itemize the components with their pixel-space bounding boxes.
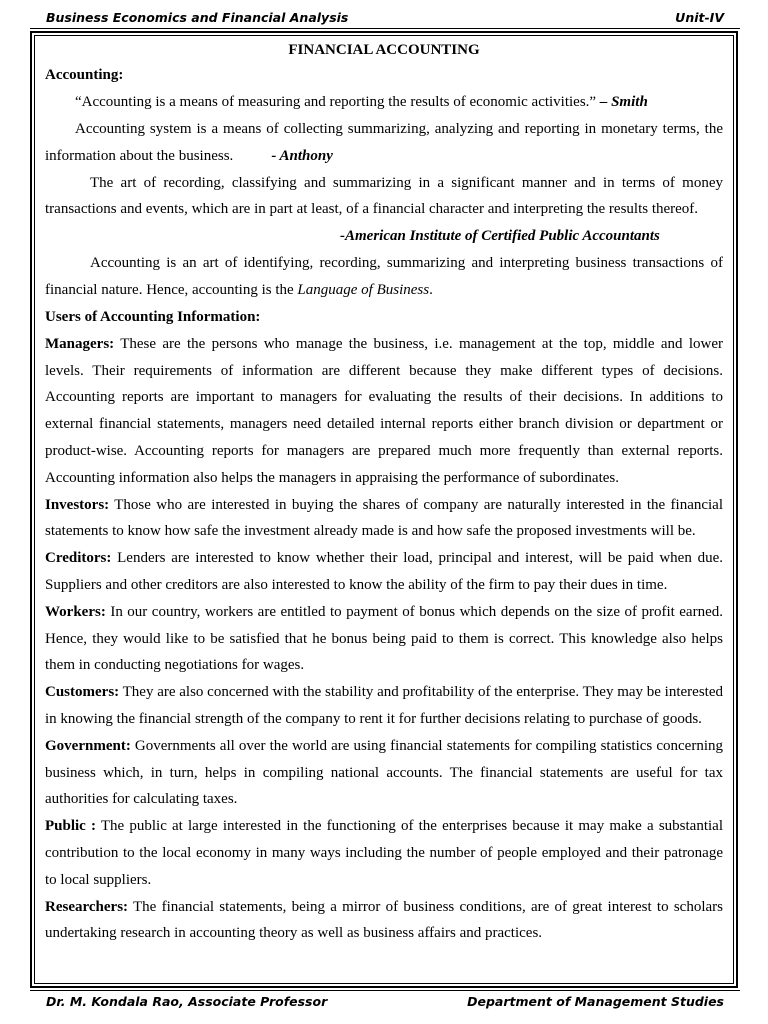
user-term: Customers: <box>45 684 120 701</box>
page-footer <box>46 994 724 1009</box>
user-item-creditors <box>45 545 723 599</box>
user-description: Lenders are interested to know whether their load, principal and interest, will be paid when due. Suppliers and other creditors are also interested to know the ability of the firm to pay their dues in time. <box>45 550 723 593</box>
user-description: Governments all over the world are using financial statements for compiling statistics concerning business which, in turn, helps in compiling national accounts. The financial statements are useful for tax authorities for calculating taxes. <box>45 737 723 808</box>
footer-rule <box>30 990 740 991</box>
user-term: Investors: <box>45 496 110 513</box>
definition-text: Accounting system is a means of collecting summarizing, analyzing and reporting in monetary terms, the information about the business. <box>45 121 723 164</box>
definition-end: . <box>429 281 433 298</box>
user-term: Public : <box>45 818 96 835</box>
page-header <box>46 10 724 25</box>
definition-aicpa: The art of recording, classifying and summarizing in a significant manner and in terms of money transactions and events, which are in part at least, of a financial character and interpreting the results thereof. <box>45 174 723 218</box>
user-term: Managers: <box>45 335 115 352</box>
definition-author: – Smith <box>596 94 648 110</box>
user-term: Workers: <box>45 603 106 620</box>
user-term: Researchers: <box>45 898 129 915</box>
definition-anthony <box>45 116 723 170</box>
user-item-government <box>45 733 723 813</box>
definition-smith <box>45 89 723 116</box>
user-description: They are also concerned with the stability and profitability of the enterprise. They may be interested in knowing the financial strength of the company to rent it for further decisions relating to purchase of goods. <box>45 684 723 727</box>
definition-language-of-business <box>45 250 723 304</box>
header-rule <box>30 28 740 29</box>
user-description: Those who are interested in buying the shares of company are naturally interested in the financial statements to know how safe the investment already made is and how safe the proposed investments will be. <box>45 496 723 540</box>
definition-author: -American Institute of Certified Public Accountants <box>340 228 660 245</box>
user-item-investors <box>45 492 723 546</box>
header-course-title: Business Economics and Financial Analysis <box>46 10 349 25</box>
page-content <box>45 38 723 947</box>
user-description: The financial statements, being a mirror of business conditions, are of great interest to scholars undertaking research in accounting theory as well as business affairs and practices. <box>45 898 723 942</box>
user-description: These are the persons who manage the business, i.e. management at the top, middle and lower levels. Their requirements of information are different because they make different types of decisions. Accounting reports are important to managers for evaluating the results of their decisions. In additions to external financial statements, managers need detailed internal reports either branch division or department or product-wise. Accounting reports for managers are prepared much more frequently than external reports. Accounting information also helps the managers in appraising the performance of subordinates. <box>45 335 723 486</box>
header-unit: Unit-IV <box>675 10 724 25</box>
user-item-workers <box>45 599 723 679</box>
emphasis-text: Language of Business <box>297 281 430 298</box>
user-item-managers <box>45 331 723 492</box>
definition-text: “Accounting is a means of measuring and reporting the results of economic activities.” <box>75 94 597 110</box>
user-item-public <box>45 813 723 893</box>
section-heading-accounting: Accounting: <box>45 67 124 83</box>
user-item-researchers <box>45 894 723 948</box>
page-title: FINANCIAL ACCOUNTING <box>288 42 480 58</box>
definition-author: - Anthony <box>271 147 333 164</box>
definition-text: Accounting is an art of identifying, recording, summarizing and interpreting business transactions of financial nature. Hence, accounting is the <box>45 255 723 298</box>
footer-author: Dr. M. Kondala Rao, Associate Professor <box>46 994 328 1009</box>
user-item-customers <box>45 679 723 733</box>
user-description: In our country, workers are entitled to payment of bonus which depends on the size of profit earned. Hence, they would like to be satisfied that he bonus being paid to them is correct. This knowledge also helps them in conducting negotiations for wages. <box>45 603 723 674</box>
user-description: The public at large interested in the functioning of the enterprises because it may make a substantial contribution to the local economy in many ways including the number of people employed and their patronage to local suppliers. <box>45 818 723 888</box>
user-term: Creditors: <box>45 550 112 567</box>
footer-department: Department of Management Studies <box>467 994 724 1009</box>
section-heading-users: Users of Accounting Information: <box>45 308 261 325</box>
user-term: Government: <box>45 737 131 754</box>
